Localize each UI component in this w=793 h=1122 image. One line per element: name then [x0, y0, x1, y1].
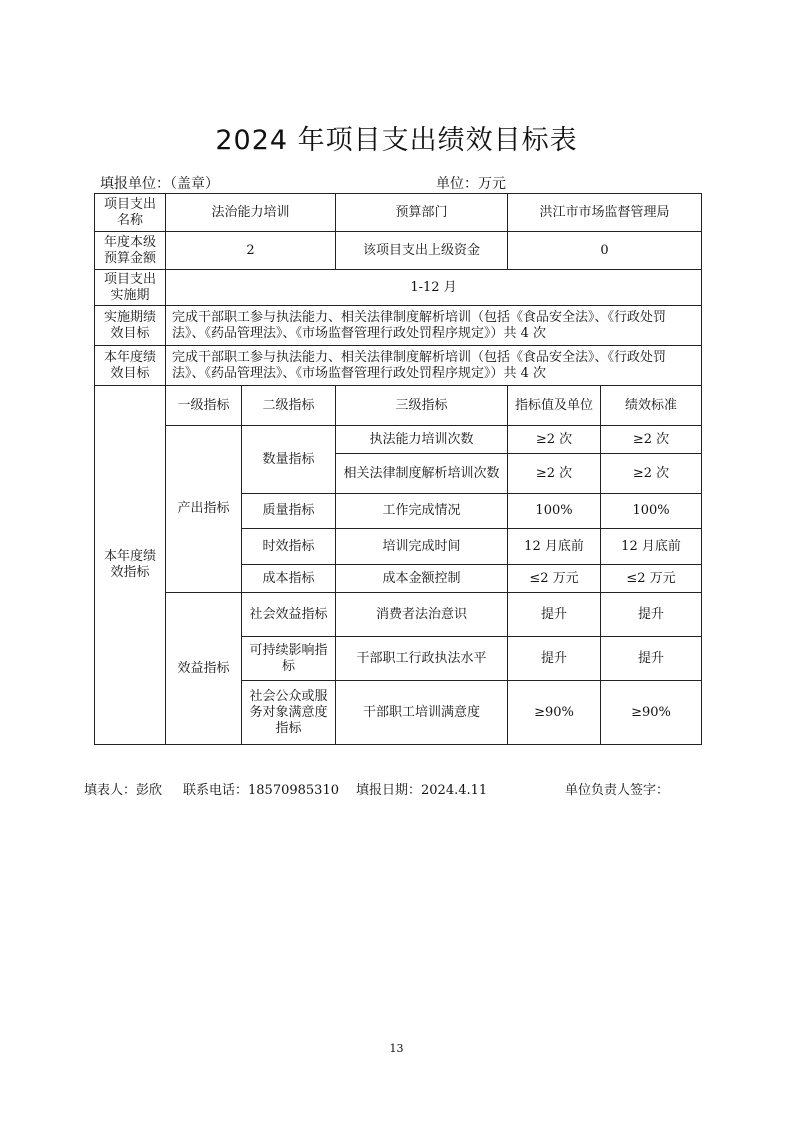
budget-label: 年度本级预算金额	[95, 232, 166, 270]
value-cell: 提升	[508, 637, 601, 681]
page-title: 2024 年项目支出绩效目标表	[215, 125, 578, 156]
value-cell: ≤2 万元	[508, 565, 601, 593]
level2-cell: 成本指标	[242, 565, 336, 593]
value-cell: ≥2 次	[508, 426, 601, 454]
period-value: 1-12 月	[166, 270, 702, 306]
output-indicator-label: 产出指标	[166, 426, 242, 593]
standard-cell: 提升	[601, 593, 702, 637]
standard-cell: ≤2 万元	[601, 565, 702, 593]
header-level1: 一级指标	[166, 386, 242, 426]
period-label: 项目支出实施期	[95, 270, 166, 306]
level3-cell: 干部职工培训满意度	[336, 681, 508, 745]
project-name-label: 项目支出名称	[95, 194, 166, 232]
fill-date: 填报日期：2024.4.11	[356, 783, 488, 798]
standard-cell: 12 月底前	[601, 529, 702, 565]
level3-cell: 培训完成时间	[336, 529, 508, 565]
dept-value: 洪江市市场监督管理局	[508, 194, 702, 232]
footer	[84, 779, 669, 798]
level3-cell: 成本金额控制	[336, 565, 508, 593]
impl-goal-value: 完成干部职工参与执法能力、相关法律制度解析培训（包括《食品安全法》、《行政处罚法》、《药品管理法》、《市场监督管理行政处罚程序规定》）共 4 次	[166, 306, 702, 346]
level2-cell: 数量指标	[242, 426, 336, 494]
level3-cell: 执法能力培训次数	[336, 426, 508, 454]
year-goal-value: 完成干部职工参与执法能力、相关法律制度解析培训（包括《食品安全法》、《行政处罚法》、《药品管理法》、《市场监督管理行政处罚程序规定》）共 4 次	[166, 346, 702, 386]
contact-phone: 联系电话：18570985310	[183, 783, 339, 798]
level3-cell: 相关法律制度解析培训次数	[336, 454, 508, 494]
benefit-indicator-label: 效益指标	[166, 593, 242, 745]
fill-unit-label: 填报单位：（盖章）	[100, 176, 219, 192]
year-goal-label: 本年度绩效目标	[95, 346, 166, 386]
budget-value: 2	[166, 232, 336, 270]
currency-unit-label: 单位：万元	[436, 176, 506, 192]
level2-cell: 社会公众或服务对象满意度指标	[242, 681, 336, 745]
standard-cell: 提升	[601, 637, 702, 681]
level3-cell: 工作完成情况	[336, 494, 508, 529]
value-cell: ≥2 次	[508, 454, 601, 494]
indicator-section-label: 本年度绩效指标	[95, 386, 166, 745]
header-value: 指标值及单位	[508, 386, 601, 426]
page-number: 13	[389, 1042, 404, 1055]
signature-label: 单位负责人签字：	[565, 783, 670, 798]
level3-cell: 消费者法治意识	[336, 593, 508, 637]
dept-label: 预算部门	[336, 194, 508, 232]
header-standard: 绩效标准	[601, 386, 702, 426]
header-level2: 二级指标	[242, 386, 336, 426]
level2-cell: 时效指标	[242, 529, 336, 565]
filler: 填表人：彭欣	[84, 783, 163, 798]
value-cell: ≥90%	[508, 681, 601, 745]
level3-cell: 干部职工行政执法水平	[336, 637, 508, 681]
impl-goal-label: 实施期绩效目标	[95, 306, 166, 346]
value-cell: 提升	[508, 593, 601, 637]
level2-cell: 可持续影响指标	[242, 637, 336, 681]
level2-cell: 质量指标	[242, 494, 336, 529]
standard-cell: ≥2 次	[601, 426, 702, 454]
value-cell: 12 月底前	[508, 529, 601, 565]
standard-cell: ≥90%	[601, 681, 702, 745]
performance-goal-table	[94, 193, 702, 745]
upper-funds-value: 0	[508, 232, 702, 270]
value-cell: 100%	[508, 494, 601, 529]
upper-funds-label: 该项目支出上级资金	[336, 232, 508, 270]
project-name-value: 法治能力培训	[166, 194, 336, 232]
level2-cell: 社会效益指标	[242, 593, 336, 637]
standard-cell: ≥2 次	[601, 454, 702, 494]
header-level3: 三级指标	[336, 386, 508, 426]
standard-cell: 100%	[601, 494, 702, 529]
